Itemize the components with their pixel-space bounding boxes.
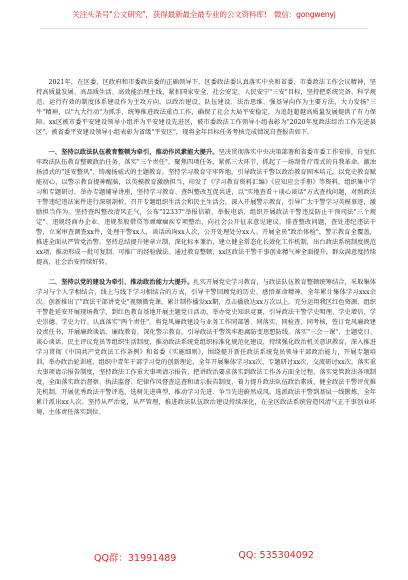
section-one-heading: 一、坚持以政法队伍教育整顿为牵引，推动作风素能大提升。 — [48, 149, 219, 156]
paragraph-text: 2021年，在区委、区政府和市委政法委的正确领导下，区委政法委认真落实中央和省委、市委政法工作会议精神，坚持高质量发展、高品质生活、高效能治理主线，紧扣国家安全、社会安定、人民安宁"三安"目标，坚持把系统完备、科学规范、运行有效的制度体系建设作为主攻方向，以政治建设、队伍建设、法治思维、强基导向作为主要方法，大力发扬"三牛"精神，以"九大行动"为抓手，统筹推进政法重点工作，确保了社会大局平安稳定，为追赶超越高质量发展提供了有力保障。xx区被市委平安建设领导小组评为平安建设先进区，被市委政法工作领导小组表彰为"2020年度政法综治工作先进县区"，被省委平安建设领导小组表彰为省级"平安区"，现将全年目标任务考核完成情况自查报告如下。 — [36, 79, 376, 136]
header-banner-text: 关注头条号"公文研究"，获得最新最全最专业的公文资料库! 微信：gongwenyj — [72, 10, 336, 19]
intro-paragraph — [36, 78, 376, 138]
section-two-paragraph — [36, 278, 376, 418]
header-banner — [40, 2, 368, 29]
qq-group-number: QQ群：31991489 — [94, 553, 177, 564]
section-two-heading: 二、坚持以党的建设为牵引，推动政治能力大提升。 — [48, 279, 194, 286]
qq-number: QQ: 535304092 — [238, 550, 314, 561]
paragraph-text: 坚决贯彻落实中央决策部署和省委市委工作安排，自觉扛牢政法队伍教育整顿政治任务，落实"三个责任"，聚焦四项任务，紧抓三大环节，抓起了一场刮骨疗毒式的自我革命。激浊扬清式的"延安整风"、铸魂扬威式的主题教育。坚持学习教育守牢阵地，引导政法干警以政治教育固本培元，以党史教育赋能初心，以警示教育提神醒脑，以英模教育激励担当，印发了《学习教育资料汇编》《应知应会手册》等资料，组织集中学习和专题研讨，举办专题辅导讲座，坚持学习教育、查纠整改互促共进，以"实地查看＋谈心谈话"方式查找问题，对照政法干警违纪违法案件进行深刻剖析，召开专题组织生活会和民主生活会，深入开展警示教育，引导广大干警学习英模事迹，激励担当作为。坚持查纠整改清风正气，公布"12337"举报信箱、举报电话，组织开展政法干警违反防止干预司法"三个规定"、违规经商办企业、违规参股借贷等顽瘴痼疾专项整治，向社会公开征求意见建议，排查整改问题，查处违纪违法干警，立案审查调查xx件，处理干警xx人，谈话函询xx人次，公开处理处分xx人。开展全员"政治体检"，警示教育全覆盖，推进全面从严管党治警。坚持总结提升建章立制，深化标本兼治，建立健全常态化长效化工作机制，出台政法系统制度规范xx项，推动形成一批可复制、可推广的经验做法。通过教育整顿，xx区政法干警干事创业精气神全面提升，群众满意度持续提高，社会治安持续好转。 — [36, 149, 377, 266]
section-one-paragraph — [36, 148, 376, 268]
document-body — [36, 78, 376, 418]
footer-contact — [40, 550, 368, 570]
paragraph-text: 扎实开展党史学习教育，与政法队伍教育整顿统筹结合，采取集体学习与个人学相结合、线上与线下学习相结合的方式，引导干警回顾党的历史、感悟革命精神，全年累计集体学习xxx余次。创新推出了"政法干部讲党史"视频微党课，累计制作播发xx期，点击播放达xx万次以上。充分运用我区红色资源，组织干警赴延安开展现场教学，到红色教育基地开展主题党日活动，举办党史知识竞赛，引导政法干警学史明理、学史增信、学史崇德、学史力行。认真落实"两个责任"，将党风廉政建设与业务工作同部署、同落实、同检查、同考核，签订党风廉政建设责任书，开展廉政谈话、廉政教育，深化警示教育，引导政法干警筑牢拒腐防变思想防线。落实"三会一课"、主题党日、谈心谈话、民主评议党员等组织生活制度，推动政法系统党组织标准化规范化建设，持续强化政治机关意识教育，深入推进学习贯彻《中国共产党政法工作条例》和省委《实施细则》，围绕提升新任政法系统党员领导干部政治能力，开展专题培训，举办政治轮训班，组织中青年干部学习党的创新理论，全年开展集体学习xx次、专题研讨xx次、交流研讨xx次。落实重大事项请示报告制度，坚持政法工作重大事项请示报告，把讲政治要求落实到政法工作各方面全过程，落实党管政法各项制度，全面落实政治督察、执法监督、纪律作风督查巡查和请示报告制度，着力提升政法队伍政治素质，健全政法干警评优推先机制，开展优秀政法干警评选，选树先进典型，推动学习先进、争当先进蔚然成风。选派政法干警到基层一线锻炼，全年累计派出xx人次。坚持从严治党，从严管理，推进政法队伍政治建设持续深化，在全区政法系统营造风清气正干事创业环境，主体责任落实到位。 — [36, 279, 377, 416]
